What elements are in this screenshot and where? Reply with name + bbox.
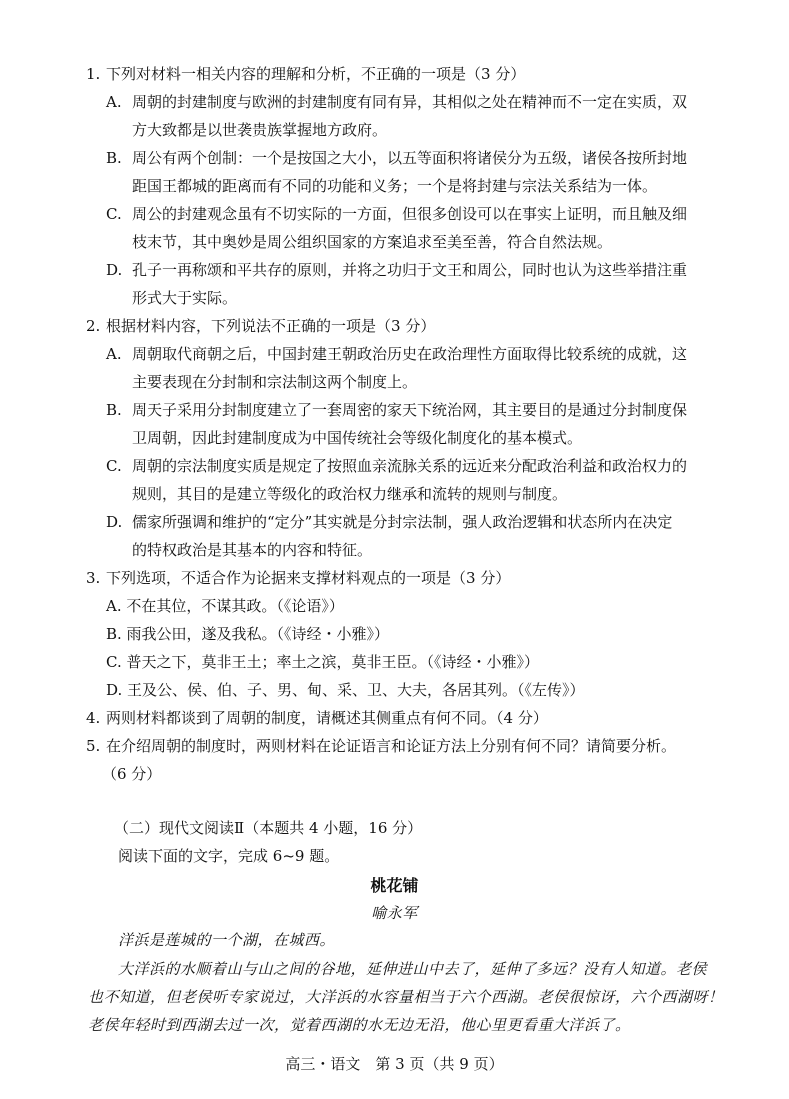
option-text: 周朝取代商朝之后，中国封建王朝政治历史在政治理性方面取得比较系统的成就，这	[132, 345, 688, 363]
section-heading: （二）现代文阅读Ⅱ（本题共 4 小题，16 分）	[114, 819, 423, 837]
question-number: 5.	[86, 737, 101, 755]
option-text-continued: 的特权政治是其基本的内容和特征。	[132, 541, 373, 559]
article-paragraph-continued: 老侯年轻时到西湖去过一次，觉着西湖的水无边无沿，他心里更看重大洋浜了。	[88, 1016, 631, 1034]
option-label: C.	[106, 457, 122, 475]
article-author: 喻永军	[371, 904, 418, 922]
option-label: A.	[106, 93, 122, 111]
option-text: 儒家所强调和维护的“定分”其实就是分封宗法制，强人政治逻辑和状态所内在决定	[132, 513, 673, 531]
page-footer: 高三・语文 第 3 页（共 9 页）	[285, 1055, 504, 1073]
option-text-continued: 卫周朝，因此封建制度成为中国传统社会等级化制度化的基本模式。	[132, 429, 583, 447]
question-stem: 两则材料都谈到了周朝的制度，请概述其侧重点有何不同。（4 分）	[106, 709, 548, 727]
question-stem: 下列选项，不适合作为论据来支撑材料观点的一项是（3 分）	[106, 569, 511, 587]
option-a: A. 不在其位，不谋其政。（《论语》）	[106, 597, 344, 615]
option-text-continued: 规则，其目的是建立等级化的政治权力继承和流转的规则与制度。	[132, 485, 568, 503]
article-paragraph-continued: 也不知道，但老侯听专家说过，大洋浜的水容量相当于六个西湖。老侯很惊讶，六个西湖呀！	[88, 988, 724, 1006]
option-text-continued: 方大致都是以世袭贵族掌握地方政府。	[132, 121, 388, 139]
option-label: D.	[106, 261, 123, 279]
option-text: 周天子采用分封制度建立了一套周密的家天下统治网，其主要目的是通过分封制度保	[132, 401, 688, 419]
option-text-continued: 主要表现在分封制和宗法制这两个制度上。	[132, 373, 418, 391]
question-number: 2.	[86, 317, 101, 335]
section-instruction: 阅读下面的文字，完成 6~9 题。	[118, 847, 340, 865]
question-number: 4.	[86, 709, 101, 727]
option-text: 孔子一再称颂和平共存的原则，并将之功归于文王和周公，同时也认为这些举措注重	[132, 261, 688, 279]
option-text-continued: 枝末节，其中奥妙是周公组织国家的方案追求至美至善，符合自然法规。	[132, 233, 613, 251]
option-text: 周朝的宗法制度实质是规定了按照血亲流脉关系的远近来分配政治利益和政治权力的	[132, 457, 688, 475]
option-d: D. 王及公、侯、伯、子、男、甸、采、卫、大夫，各居其列。（《左传》）	[106, 681, 585, 699]
question-number: 3.	[86, 569, 101, 587]
question-number: 1.	[86, 65, 101, 83]
article-title: 桃花铺	[370, 876, 419, 895]
question-stem: 下列对材料一相关内容的理解和分析，不正确的一项是（3 分）	[106, 65, 526, 83]
option-label: D.	[106, 513, 123, 531]
option-label: B.	[106, 149, 122, 167]
option-c: C. 普天之下，莫非王土；率土之滨，莫非王臣。（《诗经・小雅》）	[106, 653, 539, 671]
article-paragraph: 大洋浜的水顺着山与山之间的谷地，延伸进山中去了，延伸了多远？没有人知道。老侯	[118, 960, 708, 978]
option-text-continued: 形式大于实际。	[132, 289, 238, 307]
question-stem: 根据材料内容，下列说法不正确的一项是（3 分）	[106, 317, 436, 335]
article-paragraph: 洋浜是莲城的一个湖，在城西。	[118, 931, 336, 949]
option-text: 周朝的封建制度与欧洲的封建制度有同有异，其相似之处在精神而不一定在实质，双	[132, 93, 688, 111]
option-label: B.	[106, 401, 122, 419]
option-text-continued: 距国王都城的距离而有不同的功能和义务；一个是将封建与宗法关系结为一体。	[132, 177, 658, 195]
option-text: 周公有两个创制：一个是按国之大小，以五等面积将诸侯分为五级，诸侯各按所封地	[132, 149, 688, 167]
option-label: A.	[106, 345, 122, 363]
option-label: C.	[106, 205, 122, 223]
option-b: B. 雨我公田，遂及我私。（《诗经・小雅》）	[106, 625, 390, 643]
option-text: 周公的封建观念虽有不切实际的一方面，但很多创设可以在事实上证明，而且触及细	[132, 205, 688, 223]
question-stem: 在介绍周朝的制度时，两则材料在论证语言和论证方法上分别有何不同？请简要分析。	[106, 737, 677, 755]
question-score: （6 分）	[102, 765, 162, 783]
